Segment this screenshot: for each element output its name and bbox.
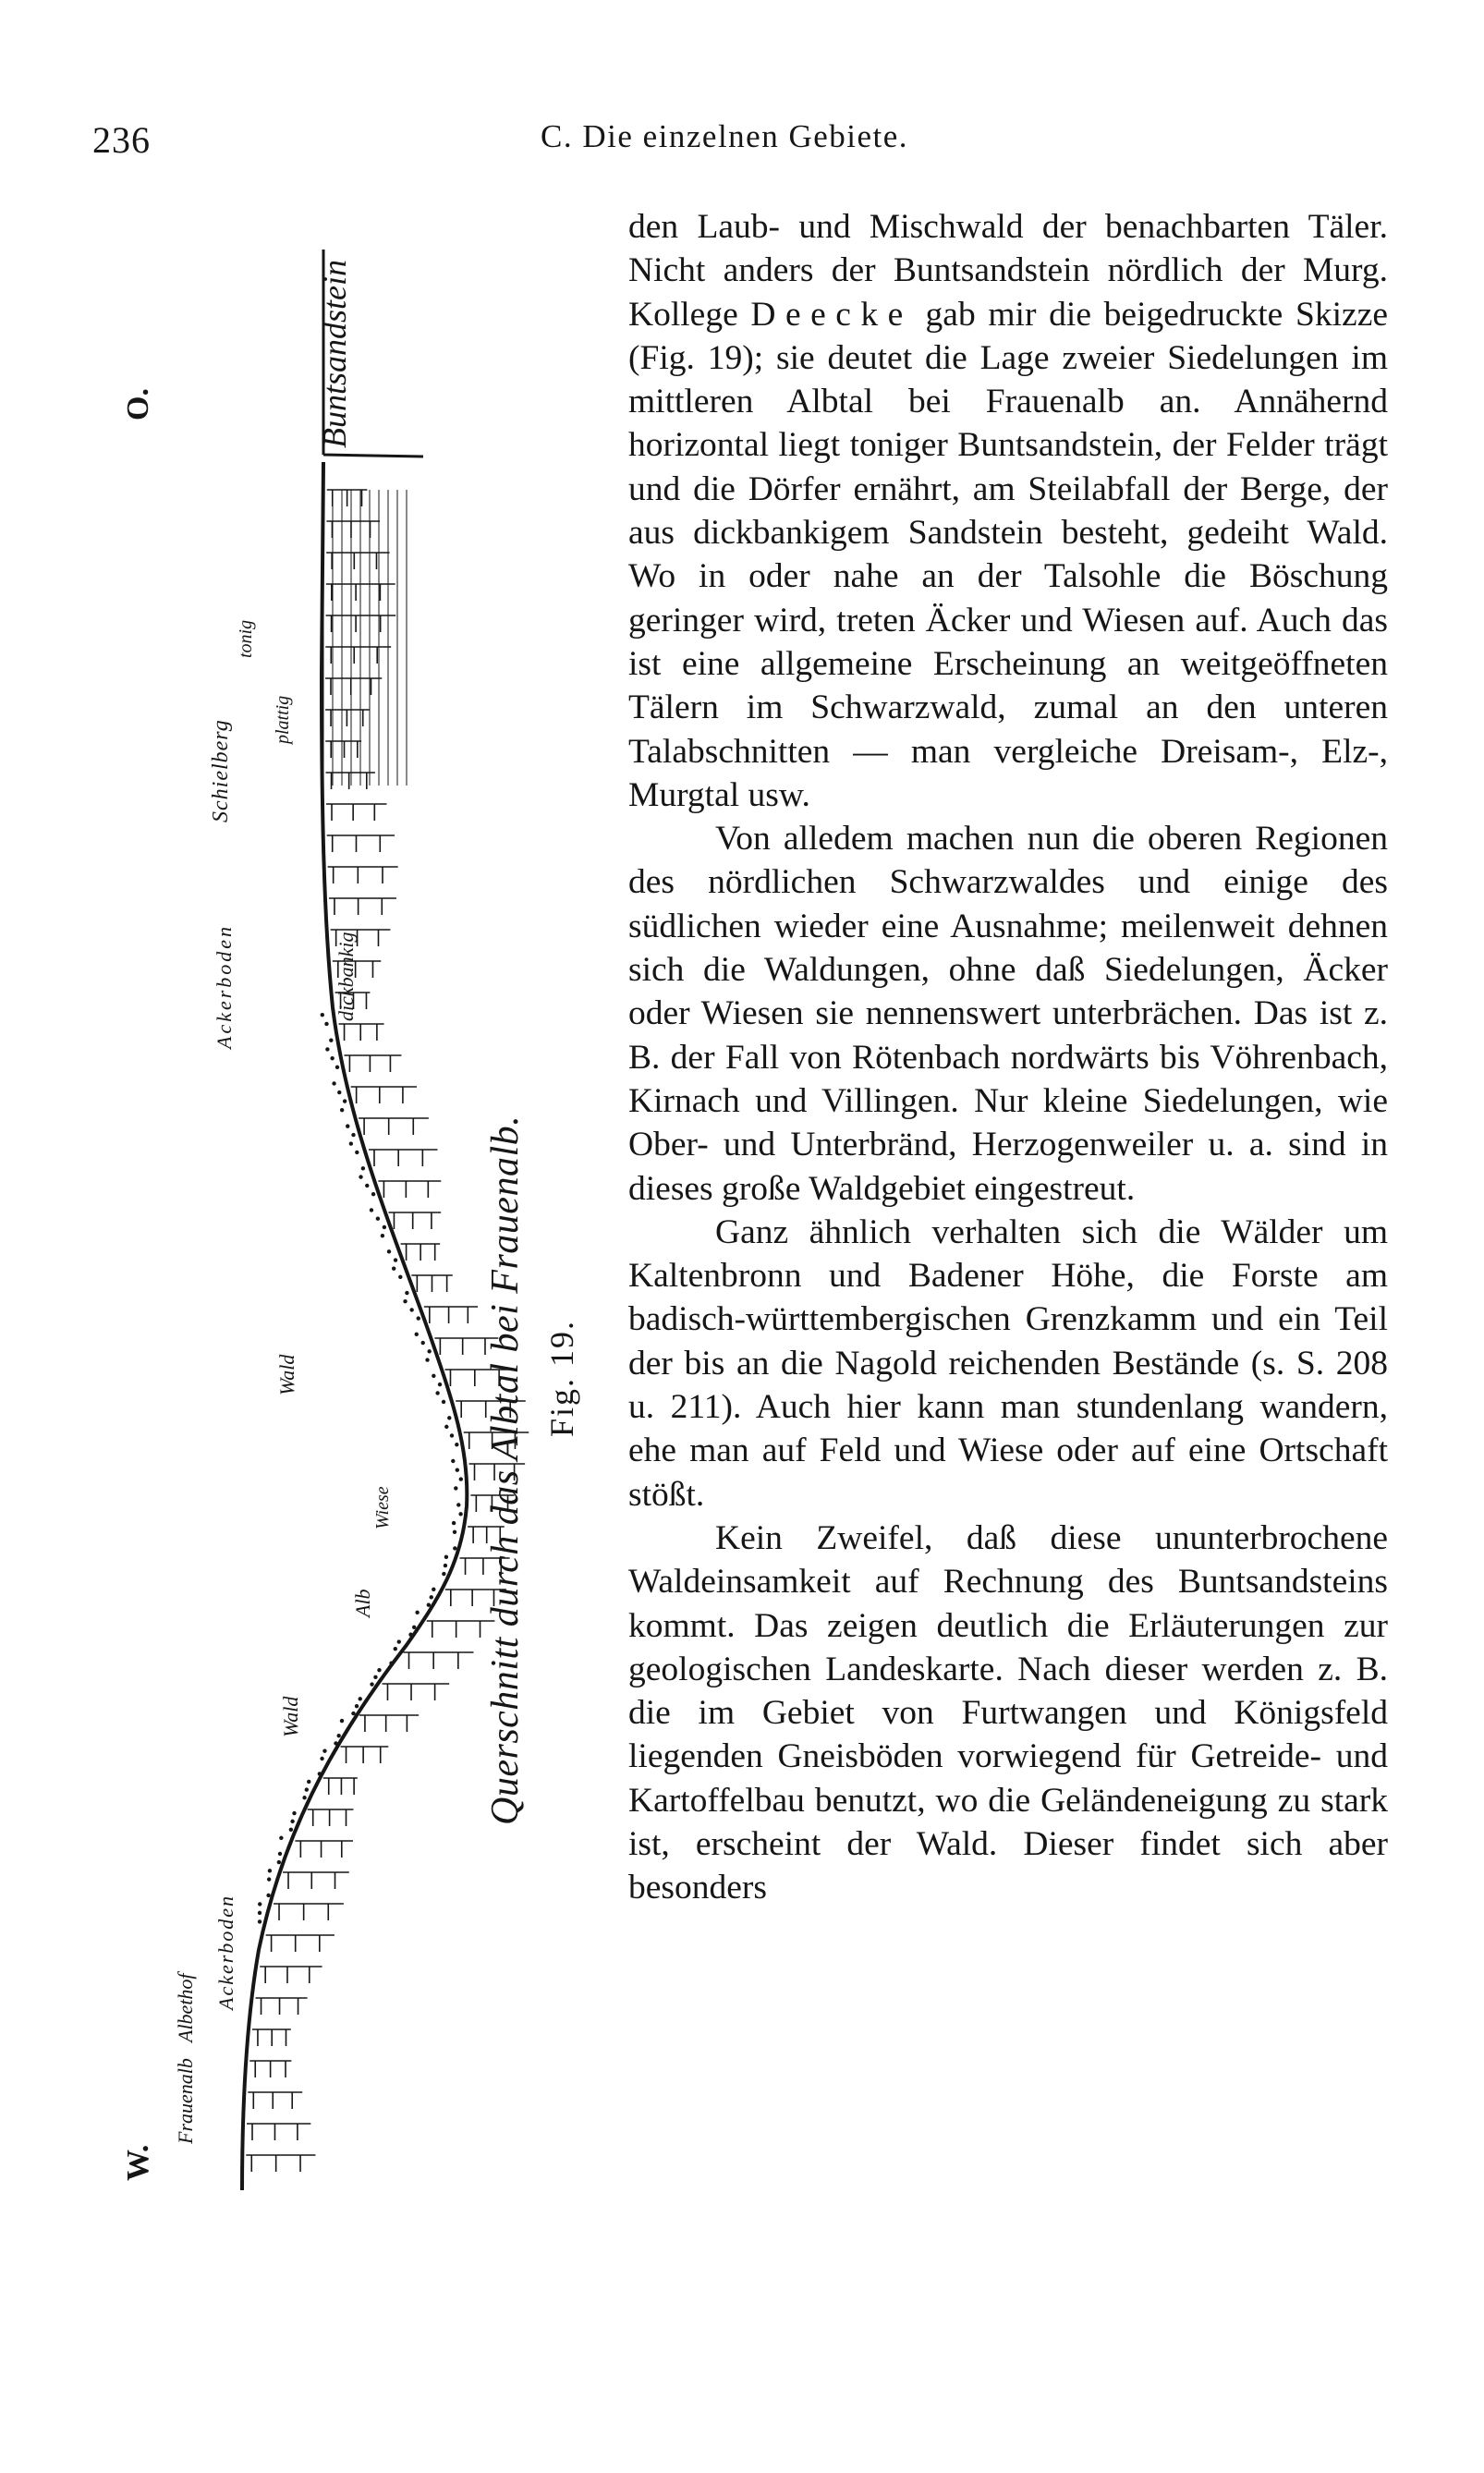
tonig-label: tonig [236,619,256,658]
paragraph-1-start: den Laub- und Mischwald der benachbarten Täler. Nicht anders der Buntsandstein nördlich der Murg. Kollege [628,208,1388,334]
running-head: C. Die einzelnen Gebiete. [541,118,909,154]
author-name-deecke: Deecke [750,295,913,334]
figure-label: Fig. 19. [543,1319,580,1437]
dickbankig-label: dickbankig [335,932,358,1021]
paragraph-1 [628,205,1388,817]
ackerboden-left-label: Ackerboden [214,1894,237,2010]
plattig-label: plattig [273,695,293,744]
wald-right-label: Wald [275,1354,298,1395]
schielberg-label: Schielberg [209,719,233,822]
paragraph-4: Kein Zweifel, daß diese ununterbrochene Waldeinsamkeit auf Rechnung des Buntsandsteins kommt. Das zeigen deutlich die Erläuterungen zur geologischen Landeskarte. Nach dieser werden z. B. die im Gebiet von Furtwangen und Königsfeld liegenden Gneisböden vorwiegend für Getreide- und Kartoffelbau benutzt, wo die Geländeneigung zu stark ist, erscheint der Wald. Dieser findet sich aber besonders [628,1518,1388,1907]
figure-caption: Querschnitt durch das Albtal bei Frauenalb. [484,1115,527,1825]
alb-label: Alb [351,1589,374,1617]
cross-section-figure [111,213,591,2227]
paragraph-1-end: gab mir die beigedruckte Skizze (Fig. 19); sie deutet die Lage zweier Siedelungen im mittleren Albtal bei Frauenalb an. Annähernd horizontal liegt toniger Buntsandstein, der Felder trägt und die Dörfer ernährt, am Steilabfall der Berge, der aus dickbankigem Sandstein besteht, gedeiht Wald. Wo in oder nahe an der Talsohle die Böschung geringer wird, treten Äcker und Wiesen auf. Auch das ist eine allgemeine Erscheinung an weitgeöffneten Tälern im Schwarzwald, zumal an den unteren Talabschnitten — man vergleiche Dreisam-, Elz-, Murgtal usw. [628,295,1388,814]
wiese-label: Wiese [372,1486,393,1529]
ackerboden-right-label: Ackerboden [213,923,236,1049]
paragraph-2: Von alledem machen nun die oberen Regionen des nördlichen Schwarzwaldes und einige des südlichen wieder eine Ausnahme; meilenweit dehnen sich die Waldungen, ohne daß Siedelungen, Äcker oder Wiesen sie nennenswert unterbrächen. Das ist z. B. der Fall von Rötenbach nordwärts bis Vöhrenbach, Kirnach und Villingen. Nur kleine Siedelungen, wie Ober- und Unterbränd, Herzogenweiler u. a. sind in dieses große Waldgebiet eingestreut. [628,820,1388,1208]
buntsandstein-label: Buntsandstein [316,260,353,448]
albethof-label: Albethof [174,1973,197,2042]
page-number: 236 [92,119,151,161]
frauenalb-label: Frauenalb [174,2058,197,2144]
body-text [628,205,1388,1910]
paragraph-3: Ganz ähnlich verhalten sich die Wälder um Kaltenbronn und Badener Höhe, die Forste am badisch-württembergischen Grenzkamm und ein Teil der bis an die Nagold reichenden Bestände (s. S. 208 u. 211). Auch hier kann man stundenlang wandern, ehe man auf Feld und Wiese oder auf eine Ortschaft stößt. [628,1212,1388,1514]
east-label: O. [121,388,155,420]
wald-left-label: Wald [279,1696,302,1737]
west-label: W. [121,2144,155,2181]
